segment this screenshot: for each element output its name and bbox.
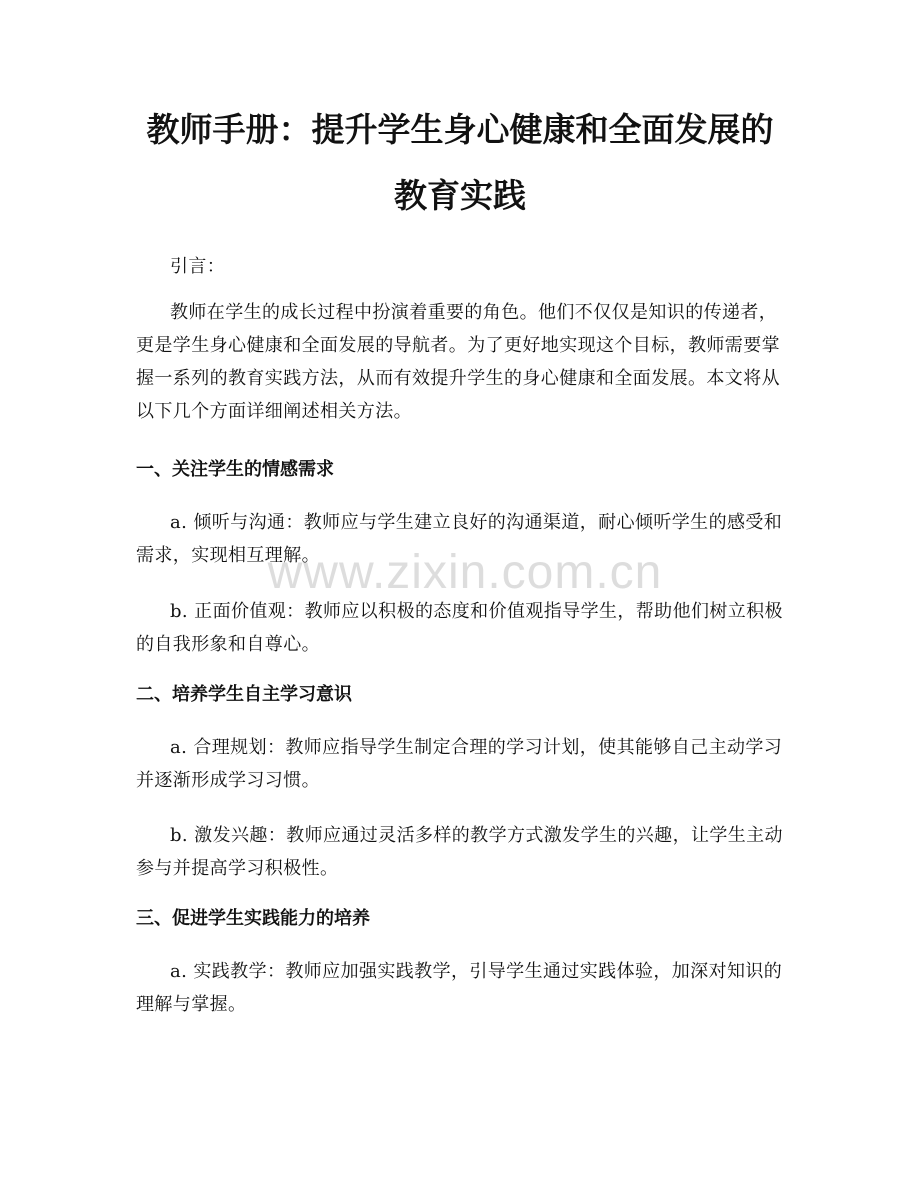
section-heading-3: 三、促进学生实践能力的培养 [136, 908, 370, 929]
section-2-item-b: b. 激发兴趣：教师应通过灵活多样的教学方式激发学生的兴趣，让学生主动参与并提高学习积极性。 [136, 825, 783, 879]
document-title-line-2: 教育实践 [394, 176, 526, 215]
section-heading-2: 二、培养学生自主学习意识 [136, 684, 352, 705]
intro-label: 引言： [170, 256, 226, 277]
section-3-item-a: a. 实践教学：教师应加强实践教学，引导学生通过实践体验，加深对知识的理解与掌握。 [136, 961, 783, 1015]
intro-paragraph: 教师在学生的成长过程中扮演着重要的角色。他们不仅仅是知识的传递者，更是学生身心健康和全面发展的导航者。为了更好地实现这个目标，教师需要掌握一系列的教育实践方法，从而有效提升学生的身心健康和全面发展。本文将从以下几个方面详细阐述相关方法。 [136, 302, 780, 422]
watermark-text: www.zixin.com.cn [267, 546, 663, 599]
section-1-item-b: b. 正面价值观：教师应以积极的态度和价值观指导学生，帮助他们树立积极的自我形象和自尊心。 [136, 601, 783, 655]
section-2-item-a: a. 合理规划：教师应指导学生制定合理的学习计划，使其能够自己主动学习并逐渐形成学习习惯。 [136, 737, 783, 791]
document-title-line-1: 教师手册：提升学生身心健康和全面发展的 [146, 110, 774, 149]
section-1-item-a: a. 倾听与沟通：教师应与学生建立良好的沟通渠道，耐心倾听学生的感受和需求，实现相互理解。 [136, 512, 783, 566]
section-heading-1: 一、关注学生的情感需求 [136, 459, 334, 480]
